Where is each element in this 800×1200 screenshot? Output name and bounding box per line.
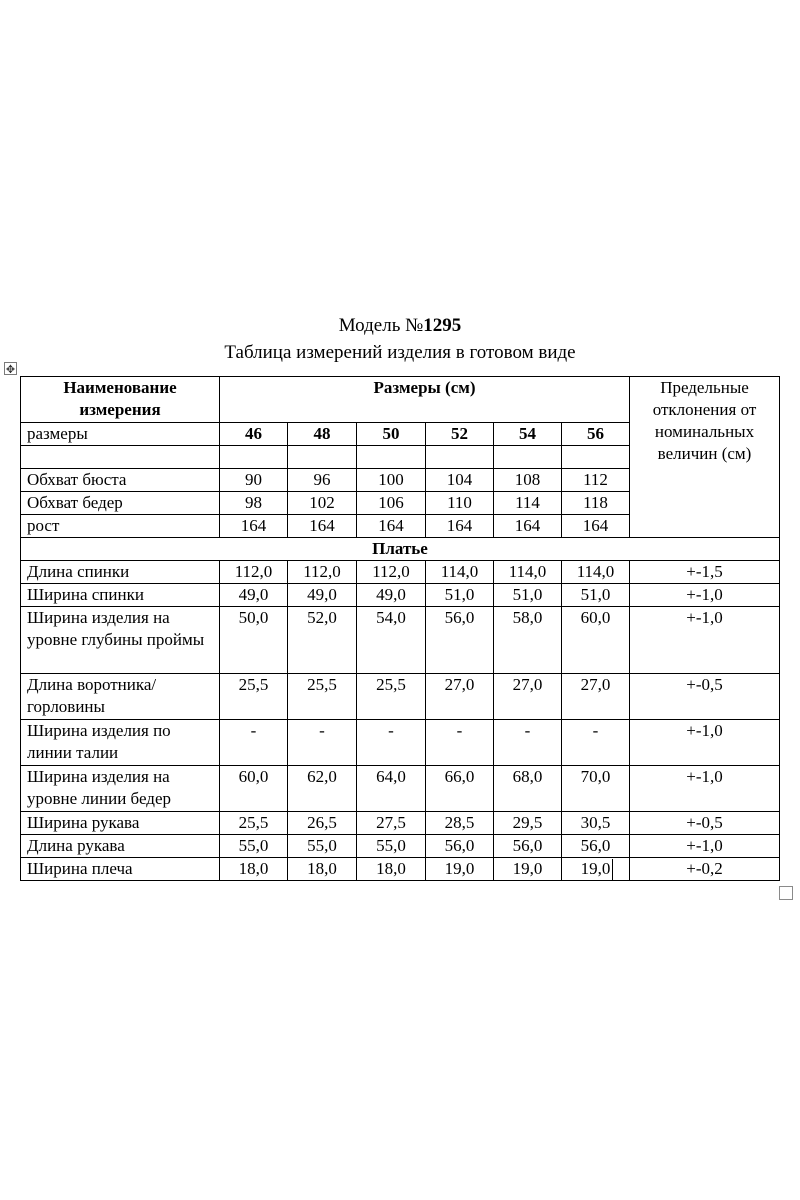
cell-value: 114,0 [562, 561, 630, 584]
tolerance-value: +-0,2 [630, 858, 780, 881]
cell-value: - [288, 720, 357, 766]
cell-value: 104 [426, 469, 494, 492]
cell-value: - [562, 720, 630, 766]
empty-cell [288, 446, 357, 469]
cell-value: 114 [494, 492, 562, 515]
cell-value: 102 [288, 492, 357, 515]
header-row [21, 377, 780, 423]
row-label: Длина спинки [21, 561, 220, 584]
cell-value: 55,0 [288, 835, 357, 858]
cell-value[interactable] [562, 858, 630, 881]
table-row [21, 835, 780, 858]
cell-value: 18,0 [357, 858, 426, 881]
cell-value: 106 [357, 492, 426, 515]
tolerance-value: +-0,5 [630, 674, 780, 720]
cell-value: 60,0 [220, 766, 288, 812]
cell-value: 55,0 [220, 835, 288, 858]
row-label: Длина рукава [21, 835, 220, 858]
row-label: Обхват бюста [21, 469, 220, 492]
cell-value: 50,0 [220, 607, 288, 674]
cell-value: 25,5 [357, 674, 426, 720]
cell-value: 164 [220, 515, 288, 538]
table-row [21, 766, 780, 812]
header-name-cell: Наименование измерения [21, 377, 220, 423]
sizes-label: размеры [21, 423, 220, 446]
resize-icon[interactable] [779, 886, 793, 900]
tolerance-value: +-1,0 [630, 607, 780, 674]
cell-value: 19,0 [426, 858, 494, 881]
cell-value: 56,0 [426, 607, 494, 674]
size-54: 54 [494, 423, 562, 446]
cell-value: 68,0 [494, 766, 562, 812]
table-row [21, 674, 780, 720]
cell-value: 112,0 [288, 561, 357, 584]
row-label: Ширина рукава [21, 812, 220, 835]
model-number: 1295 [423, 315, 462, 336]
header-sizes-cell: Размеры (см) [220, 377, 630, 423]
cell-value: 18,0 [220, 858, 288, 881]
empty-cell [494, 446, 562, 469]
model-prefix: Модель № [338, 315, 424, 336]
cell-value: 114,0 [426, 561, 494, 584]
section-title: Платье [21, 538, 780, 561]
row-label: Ширина изделия на уровне линии бедер [21, 766, 220, 812]
cell-value: 108 [494, 469, 562, 492]
cell-value: 51,0 [494, 584, 562, 607]
cell-value: 28,5 [426, 812, 494, 835]
cell-value: 62,0 [288, 766, 357, 812]
cell-value: 118 [562, 492, 630, 515]
tolerance-value: +-1,0 [630, 584, 780, 607]
cell-value: 27,0 [426, 674, 494, 720]
cell-value: 56,0 [426, 835, 494, 858]
cell-value: 58,0 [494, 607, 562, 674]
cell-value: 54,0 [357, 607, 426, 674]
cell-value: 51,0 [426, 584, 494, 607]
section-row [21, 538, 780, 561]
cell-value: 70,0 [562, 766, 630, 812]
cell-value: 25,5 [288, 674, 357, 720]
cell-value: 164 [426, 515, 494, 538]
table-subtitle: Таблица измерений изделия в готовом виде [224, 342, 576, 363]
cell-value: - [357, 720, 426, 766]
size-50: 50 [357, 423, 426, 446]
size-46: 46 [220, 423, 288, 446]
cell-value: 164 [288, 515, 357, 538]
row-label: Ширина изделия на уровне глубины проймы [21, 607, 220, 674]
empty-cell [426, 446, 494, 469]
text-cursor-value: 19,0 [580, 859, 611, 878]
cell-value: 18,0 [288, 858, 357, 881]
row-label: Обхват бедер [21, 492, 220, 515]
cell-value: 25,5 [220, 812, 288, 835]
cell-value: - [426, 720, 494, 766]
tolerance-value: +-1,0 [630, 720, 780, 766]
cell-value: 19,0 [494, 858, 562, 881]
empty-cell [357, 446, 426, 469]
measurement-table [20, 376, 780, 881]
cell-value: 27,0 [562, 674, 630, 720]
tolerance-value: +-0,5 [630, 812, 780, 835]
cell-value: 60,0 [562, 607, 630, 674]
cell-value: 66,0 [426, 766, 494, 812]
table-row [21, 561, 780, 584]
cell-value: 112 [562, 469, 630, 492]
cell-value: 49,0 [220, 584, 288, 607]
cell-value: 56,0 [494, 835, 562, 858]
document-title [0, 312, 800, 366]
size-52: 52 [426, 423, 494, 446]
size-56: 56 [562, 423, 630, 446]
cell-value: 164 [357, 515, 426, 538]
cell-value: 56,0 [562, 835, 630, 858]
row-label: Ширина плеча [21, 858, 220, 881]
cell-value: - [220, 720, 288, 766]
empty-cell [220, 446, 288, 469]
cell-value: 112,0 [357, 561, 426, 584]
cell-value: 110 [426, 492, 494, 515]
row-label: Длина воротника/горловины [21, 674, 220, 720]
table-row [21, 720, 780, 766]
cell-value: 96 [288, 469, 357, 492]
cell-value: 49,0 [357, 584, 426, 607]
table-row [21, 858, 780, 881]
cell-value: 98 [220, 492, 288, 515]
row-label: Ширина изделия по линии талии [21, 720, 220, 766]
cell-value: 26,5 [288, 812, 357, 835]
cell-value: 114,0 [494, 561, 562, 584]
cell-value: 25,5 [220, 674, 288, 720]
cell-value: 49,0 [288, 584, 357, 607]
cell-value: 64,0 [357, 766, 426, 812]
table-row [21, 584, 780, 607]
size-48: 48 [288, 423, 357, 446]
model-title [0, 312, 800, 339]
cell-value: 51,0 [562, 584, 630, 607]
cell-value: 30,5 [562, 812, 630, 835]
cell-value: 164 [562, 515, 630, 538]
tolerance-value: +-1,0 [630, 766, 780, 812]
tolerance-value: +-1,0 [630, 835, 780, 858]
cell-value: 55,0 [357, 835, 426, 858]
cell-value: 29,5 [494, 812, 562, 835]
tolerance-value: +-1,5 [630, 561, 780, 584]
cell-value: 164 [494, 515, 562, 538]
cell-value: 112,0 [220, 561, 288, 584]
row-label: рост [21, 515, 220, 538]
cell-value: 27,5 [357, 812, 426, 835]
table-row [21, 812, 780, 835]
cell-value: 52,0 [288, 607, 357, 674]
empty-cell [21, 446, 220, 469]
move-icon[interactable]: ✥ [5, 363, 16, 376]
row-label: Ширина спинки [21, 584, 220, 607]
cell-value: 27,0 [494, 674, 562, 720]
table-row [21, 607, 780, 674]
cell-value: - [494, 720, 562, 766]
cell-value: 100 [357, 469, 426, 492]
cell-value: 90 [220, 469, 288, 492]
empty-cell [562, 446, 630, 469]
header-deviation-cell: Предельные отклонения от номинальных величин (см) [630, 377, 780, 538]
